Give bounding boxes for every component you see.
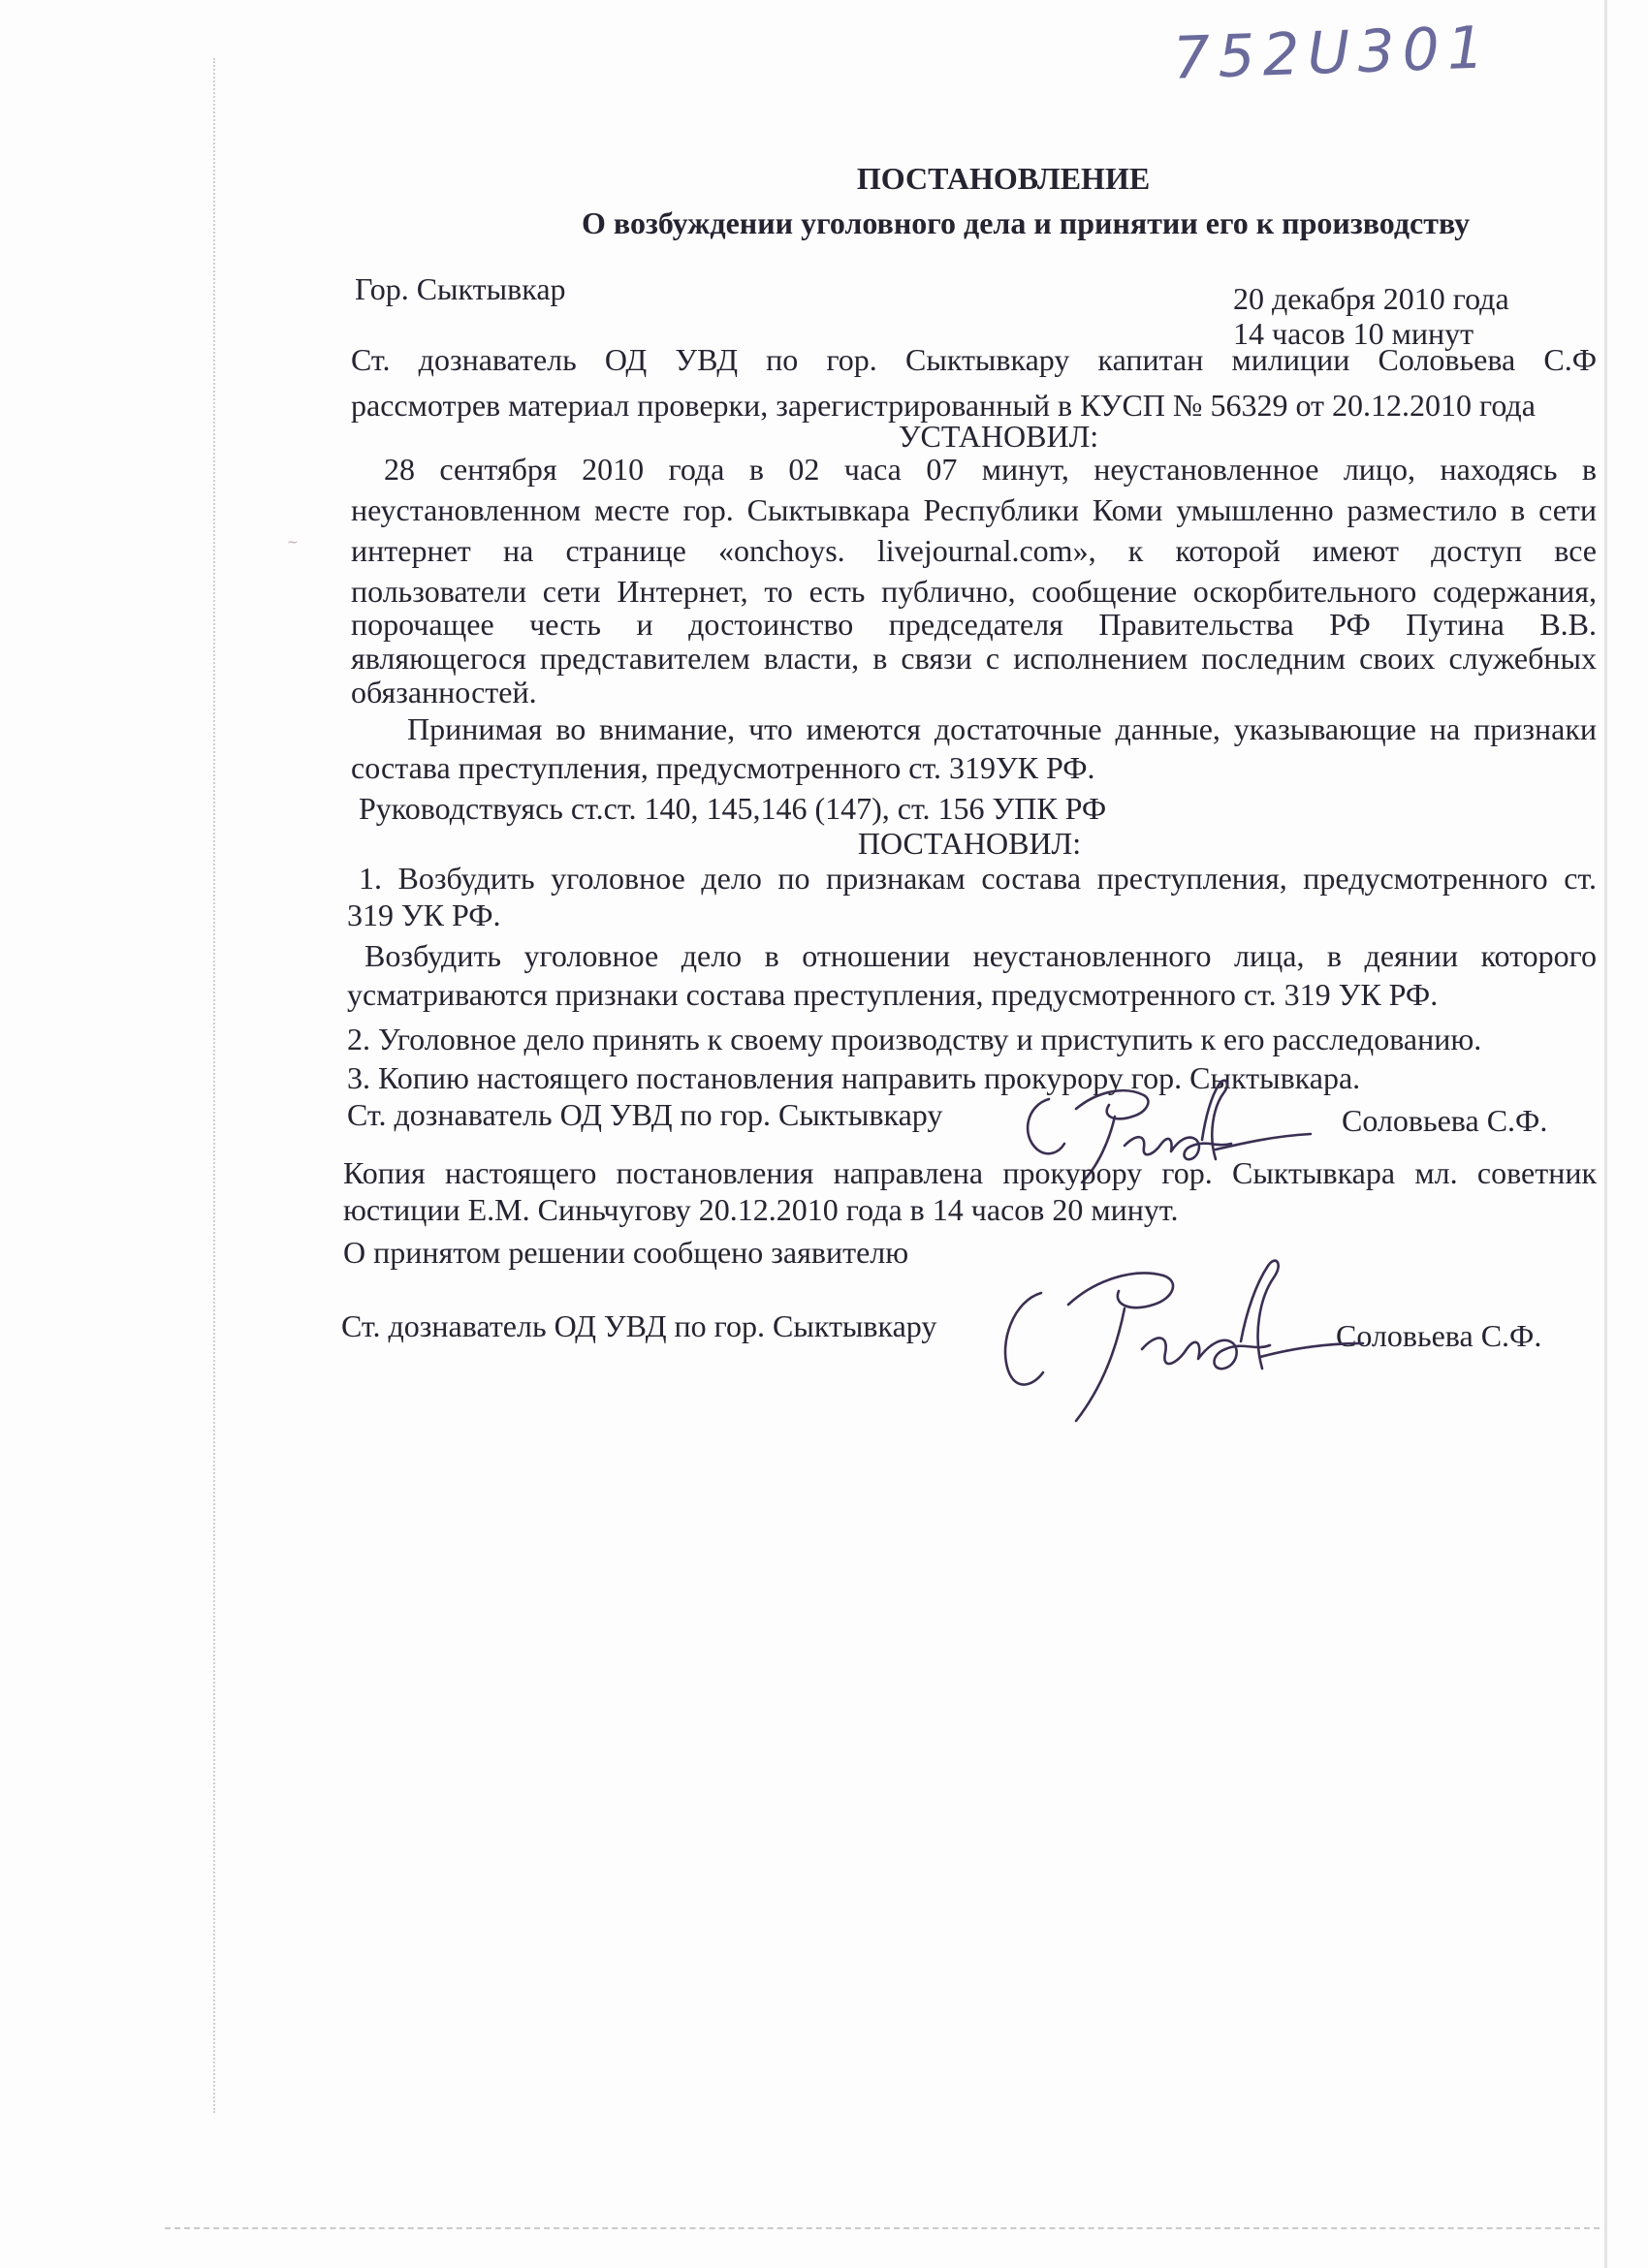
handwritten-signature-2 bbox=[979, 1241, 1367, 1434]
signature-2-position: Ст. дознаватель ОД УВД по гор. Сыктывкару bbox=[341, 1308, 937, 1343]
considering-line-1: Принимая во внимание, что имеются достаточные данные, указывающие на признаки bbox=[407, 711, 1597, 746]
established-line-6: являющегося представителем власти, в связи с исполнением последним своих служебных bbox=[351, 641, 1597, 676]
resolved-item1-line-2: 319 УК РФ. bbox=[347, 898, 501, 932]
signature-1-name: Соловьева С.Ф. bbox=[1342, 1103, 1548, 1138]
scan-edge-left bbox=[213, 58, 229, 2113]
guided-by: Руководствуясь ст.ст. 140, 145,146 (147), ст. 156 УПК РФ bbox=[359, 791, 1107, 826]
considering-line-2: состава преступления, предусмотренного ст. 319УК РФ. bbox=[351, 750, 1095, 785]
scan-edge-right bbox=[1604, 0, 1607, 2268]
archive-number: 752U301 bbox=[1171, 14, 1494, 93]
established-line-3: интернет на странице «onchoys. livejournal.com», к которой имеют доступ все bbox=[351, 533, 1597, 568]
copy-note-line-1: Копия настоящего постановления направлена прокурору гор. Сыктывкара мл. советник bbox=[343, 1155, 1597, 1190]
resolved-heading: ПОСТАНОВИЛ: bbox=[857, 826, 1082, 861]
scan-edge-bottom bbox=[165, 2227, 1600, 2237]
established-line-4: пользователи сети Интернет, то есть публично, сообщение оскорбительного содержания, bbox=[351, 574, 1597, 609]
resolved-item1b-line-2: усматриваются признаки состава преступления, предусмотренного ст. 319 УК РФ. bbox=[347, 977, 1439, 1012]
resolved-item1-line-1: 1. Возбудить уголовное дело по признакам состава преступления, предусмотренного ст. bbox=[359, 861, 1597, 896]
place: Гор. Сыктывкар bbox=[355, 271, 566, 306]
scan-speck: ~ bbox=[287, 535, 299, 551]
document-subtitle: О возбуждении уголовного дела и принятии его к производству bbox=[582, 205, 1471, 240]
date: 20 декабря 2010 года bbox=[1233, 281, 1509, 316]
intro-line-2: рассмотрев материал проверки, зарегистрированный в КУСП № 56329 от 20.12.2010 года bbox=[351, 388, 1536, 423]
copy-note-line-3: О принятом решении сообщено заявителю bbox=[343, 1235, 909, 1270]
established-line-2: неустановленном месте гор. Сыктывкара Республики Коми умышленно разместило в сети bbox=[351, 492, 1597, 527]
established-line-1: 28 сентября 2010 года в 02 часа 07 минут, неустановленное лицо, находясь в bbox=[384, 452, 1597, 487]
intro-line-1: Ст. дознаватель ОД УВД по гор. Сыктывкару капитан милиции Соловьева С.Ф bbox=[351, 342, 1597, 377]
signature-2-name: Соловьева С.Ф. bbox=[1336, 1318, 1542, 1353]
resolved-item2: 2. Уголовное дело принять к своему производству и приступить к его расследованию. bbox=[347, 1022, 1482, 1056]
signature-1-position: Ст. дознаватель ОД УВД по гор. Сыктывкару bbox=[347, 1097, 943, 1132]
resolved-item3: 3. Копию настоящего постановления направить прокурору гор. Сыктывкара. bbox=[347, 1060, 1361, 1095]
established-line-5: порочащее честь и достоинство председателя Правительства РФ Путина В.В. bbox=[351, 607, 1597, 642]
established-line-7: обязанностей. bbox=[351, 675, 537, 709]
time: 14 часов 10 минут bbox=[1233, 316, 1474, 351]
resolved-item1b-line-1: Возбудить уголовное дело в отношении неустановленного лица, в деянии которого bbox=[364, 938, 1597, 973]
copy-note-line-2: юстиции Е.М. Синьчугову 20.12.2010 года в 14 часов 20 минут. bbox=[343, 1192, 1179, 1227]
document-title: ПОСТАНОВЛЕНИЕ bbox=[856, 161, 1151, 196]
established-heading: УСТАНОВИЛ: bbox=[898, 419, 1099, 454]
